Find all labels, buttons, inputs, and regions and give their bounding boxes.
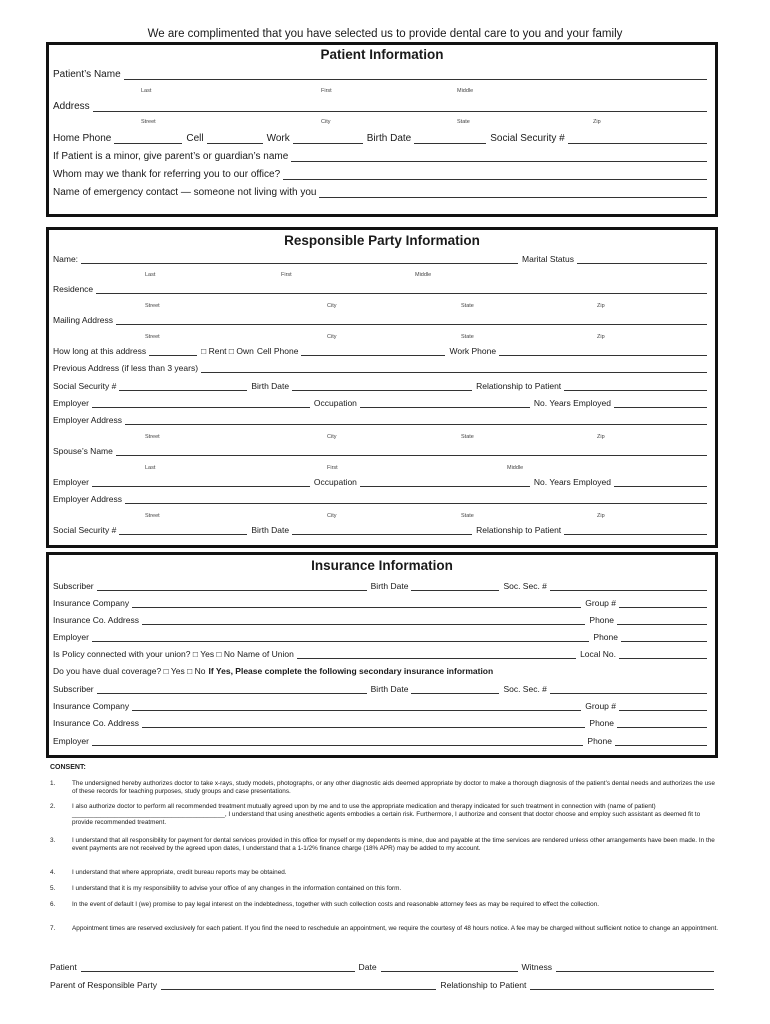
field-label: Date: [358, 962, 377, 972]
item-text: In the event of default I (we) promise to pay legal interest on the indebtedness, together with such collection costs and reasonable attorney fees as may be required to effect the collection.: [72, 901, 600, 908]
dual-instruction: If Yes, Please complete the following secondary insurance information: [208, 666, 494, 676]
union-question[interactable]: Is Policy connected with your union? □ Yes □ No Name of Union: [53, 649, 294, 659]
field-label: Mailing Address: [53, 315, 114, 325]
sublabel: City: [327, 513, 337, 519]
rp-ssn-field[interactable]: [119, 381, 247, 391]
sublabel: Last: [141, 88, 152, 94]
field-label: Occupation: [313, 477, 357, 487]
spouse-employer-address-field[interactable]: [125, 494, 707, 504]
employer-address-field[interactable]: [125, 415, 707, 425]
item-text: Appointment times are reserved exclusively for each patient. If you find the need to reschedule an appointment, we require the courtesy of 48 hours notice. A fee may be charged without sufficient notice to change an appointment.: [72, 925, 719, 932]
consent-item: [50, 780, 720, 798]
ins-employer-row: [53, 632, 711, 642]
section-title: Responsible Party Information: [284, 233, 480, 248]
sublabel: Street: [145, 303, 160, 309]
item-number: 1.: [50, 780, 56, 787]
form-intro: We are complimented that you have selected us to provide dental care to you and your family: [147, 28, 623, 40]
spouse-name-field[interactable]: [116, 446, 707, 456]
local-no-field[interactable]: [619, 649, 707, 659]
spouse-relationship-field[interactable]: [564, 525, 707, 535]
field-label: Address: [53, 101, 90, 112]
employer-row: [53, 398, 711, 408]
field-label: No. Years Employed: [533, 477, 611, 487]
item-number: 6.: [50, 901, 56, 908]
referral-field[interactable]: [283, 170, 707, 180]
group-field[interactable]: [619, 598, 707, 608]
item-text: I also authorize doctor to perform all recommended treatment mutually agreed upon by me and to use the appropriate medication and therapy indicated for such treatment in connection with (name of patient) ___________________________________________, I understand that using anesthetic agents embodies a certain risk. Furthermore, I authorize and consent that doctor choose and employ such assistant as deemed fit to provide recommended treatment.: [72, 803, 701, 826]
field-label: Insurance Company: [53, 701, 130, 711]
subscriber-field[interactable]: [97, 581, 367, 591]
marital-status-field[interactable]: [577, 254, 707, 264]
field-label: Home Phone: [53, 133, 112, 144]
ins-address2-field[interactable]: [142, 718, 585, 728]
sublabel: City: [321, 119, 331, 125]
work-field[interactable]: [293, 134, 363, 144]
spouse-employer-row: [53, 477, 711, 487]
field-label: Parent of Responsible Party: [50, 980, 158, 990]
field-label: If Patient is a minor, give parent’s or guardian’s name: [53, 151, 289, 162]
rp-ssn-row: [53, 381, 711, 391]
birth-date-field[interactable]: [414, 134, 486, 144]
field-label: Witness: [521, 962, 553, 972]
field-label: Social Security #: [490, 133, 565, 144]
field-label: Cell Phone: [256, 346, 299, 356]
ssn-field[interactable]: [568, 134, 707, 144]
field-label: Local No.: [580, 649, 616, 659]
field-label: Name:: [53, 254, 79, 264]
employer-address-row: [53, 415, 711, 425]
spouse-ssn-field[interactable]: [119, 525, 247, 535]
spouse-years-field[interactable]: [614, 477, 707, 487]
field-label: Patient’s Name: [53, 69, 121, 80]
responsible-party-section: [46, 227, 718, 548]
ins-address-field[interactable]: [142, 615, 585, 625]
group2-field[interactable]: [619, 701, 707, 711]
ins-company2-row: [53, 701, 711, 711]
sublabel: Zip: [593, 119, 601, 125]
sublabel: Zip: [597, 303, 605, 309]
ins-employer-phone-field[interactable]: [621, 632, 707, 642]
occupation-field[interactable]: [360, 398, 530, 408]
field-label: Cell: [186, 133, 204, 144]
spouse-birth-date-field[interactable]: [292, 525, 472, 535]
address-row: [53, 101, 711, 112]
sublabel: State: [461, 334, 474, 340]
item-text: I understand that where appropriate, credit bureau reports may be obtained.: [72, 869, 287, 876]
witness-field[interactable]: [556, 963, 714, 972]
rp-relationship-field[interactable]: [564, 381, 707, 391]
emergency-row: [53, 187, 711, 198]
consent-item: [50, 869, 720, 879]
spouse-ssn-row: [53, 525, 711, 535]
consent-item: [50, 925, 720, 943]
field-label: Occupation: [313, 398, 357, 408]
item-text: I understand that all responsibility for payment for dental services provided in this office for myself or my dependents is mine, due and payable at the time services are rendered unless other arrangements have been made. In the event payments are not received by the agreed upon dates, I understand that a 1-1/2% finance charge (18% APR) may be added to my account.: [72, 837, 715, 852]
subscriber-birth-field[interactable]: [411, 581, 499, 591]
date-field[interactable]: [381, 963, 518, 972]
rp-cell-field[interactable]: [301, 346, 445, 356]
sublabel: City: [327, 303, 337, 309]
field-label: Soc. Sec. #: [503, 684, 547, 694]
subscriber2-row: [53, 684, 711, 694]
field-label: Group #: [585, 701, 616, 711]
field-label: Previous Address (if less than 3 years): [53, 363, 199, 373]
referral-row: [53, 169, 711, 180]
relationship-field[interactable]: [530, 981, 714, 990]
sublabel: Middle: [457, 88, 474, 94]
sublabel: Street: [145, 513, 160, 519]
field-label: No. Years Employed: [533, 398, 611, 408]
mailing-row: [53, 315, 711, 325]
residence-field[interactable]: [96, 284, 707, 294]
parent-signature-row: [50, 980, 718, 990]
subscriber2-field[interactable]: [97, 684, 367, 694]
consent-item: [50, 901, 720, 919]
home-phone-field[interactable]: [114, 134, 182, 144]
field-label: Phone: [587, 736, 612, 746]
field-label: Subscriber: [53, 684, 94, 694]
field-label: Phone: [589, 718, 614, 728]
previous-address-field[interactable]: [201, 363, 707, 373]
field-label: Insurance Company: [53, 598, 130, 608]
field-label: Employer: [53, 477, 89, 487]
sublabel: State: [461, 513, 474, 519]
field-label: Whom may we thank for referring you to our office?: [53, 169, 281, 180]
sublabel: Last: [145, 272, 156, 278]
patient-signature-field[interactable]: [81, 963, 355, 972]
field-label: Relationship to Patient: [476, 381, 562, 391]
field-label: Birth Date: [370, 581, 409, 591]
guardian-row: [53, 151, 711, 162]
sublabel: First: [281, 272, 292, 278]
item-text: I understand that it is my responsibility to advise your office of any changes in the information contained on this form.: [72, 885, 402, 892]
spouse-row: [53, 446, 711, 456]
rp-name-row: [53, 254, 711, 264]
previous-address-row: [53, 363, 711, 373]
sublabel: State: [461, 434, 474, 440]
phone-row: [53, 133, 711, 144]
sublabel: Last: [145, 465, 156, 471]
field-label: How long at this address: [53, 346, 147, 356]
field-label: Spouse’s Name: [53, 446, 113, 456]
item-number: 3.: [50, 837, 56, 844]
years-employed-field[interactable]: [614, 398, 707, 408]
patient-info-section: [46, 42, 718, 217]
sublabel: First: [321, 88, 332, 94]
patient-name-field[interactable]: [124, 70, 707, 80]
spouse-employer-field[interactable]: [92, 477, 310, 487]
union-name-field[interactable]: [297, 649, 576, 659]
ins-employer-field[interactable]: [92, 632, 590, 642]
section-title: Patient Information: [320, 47, 444, 62]
sublabel: City: [327, 434, 337, 440]
ins-company2-field[interactable]: [132, 701, 581, 711]
sublabel: Zip: [597, 513, 605, 519]
ins-address2-row: [53, 718, 711, 728]
sublabel: Middle: [507, 465, 524, 471]
field-label: Social Security #: [53, 381, 117, 391]
item-number: 7.: [50, 925, 56, 932]
ins-employer2-phone-field[interactable]: [615, 736, 707, 746]
mailing-field[interactable]: [116, 315, 707, 325]
ins-phone2-field[interactable]: [617, 718, 707, 728]
subscriber-ssn-field[interactable]: [550, 581, 707, 591]
consent-item: [50, 837, 720, 863]
field-label: Group #: [585, 598, 616, 608]
dual-coverage-question[interactable]: Do you have dual coverage? □ Yes □ No: [53, 666, 206, 676]
union-row: [53, 649, 711, 659]
dual-coverage-row: [53, 666, 711, 676]
ins-employer2-field[interactable]: [92, 736, 584, 746]
item-number: 5.: [50, 885, 56, 892]
address-field[interactable]: [93, 102, 707, 112]
field-label: Name of emergency contact — someone not living with you: [53, 187, 317, 198]
residence-row: [53, 284, 711, 294]
sublabel: Street: [145, 334, 160, 340]
sublabel: Zip: [597, 434, 605, 440]
sublabel: Street: [145, 434, 160, 440]
field-label: Phone: [589, 615, 614, 625]
rp-work-phone-field[interactable]: [499, 346, 707, 356]
how-long-field[interactable]: [149, 346, 197, 356]
emergency-field[interactable]: [319, 188, 707, 198]
field-label: Subscriber: [53, 581, 94, 591]
field-label: Patient: [50, 962, 77, 972]
ins-employer2-row: [53, 736, 711, 746]
ins-company-field[interactable]: [132, 598, 581, 608]
item-number: 2.: [50, 803, 56, 810]
guardian-field[interactable]: [291, 152, 707, 162]
field-label: Marital Status: [522, 254, 574, 264]
cell-field[interactable]: [207, 134, 263, 144]
employer-field[interactable]: [92, 398, 310, 408]
item-text: The undersigned hereby authorizes doctor to take x-rays, study models, photographs, or any other diagnostic aids deemed appropriate by doctor to make a thorough diagnosis of the patient’s dental needs and authorizes the use of these records for teaching purposes, study groups and case presentations.: [72, 780, 715, 795]
spouse-occupation-field[interactable]: [360, 477, 530, 487]
consent-heading: CONSENT:: [50, 764, 86, 771]
subscriber2-birth-field[interactable]: [411, 684, 499, 694]
field-label: Work: [266, 133, 290, 144]
sublabel: Middle: [415, 272, 432, 278]
field-label: Residence: [53, 284, 94, 294]
field-label: Insurance Co. Address: [53, 615, 139, 625]
how-long-row: [53, 346, 711, 356]
patient-signature-row: [50, 962, 718, 972]
consent-item: [50, 803, 720, 831]
field-label: Relationship to Patient: [476, 525, 562, 535]
rent-own-checkboxes[interactable]: □ Rent □ Own: [201, 346, 254, 356]
item-number: 4.: [50, 869, 56, 876]
field-label: Birth Date: [251, 525, 290, 535]
field-label: Social Security #: [53, 525, 117, 535]
ins-phone-field[interactable]: [617, 615, 707, 625]
subscriber-row: [53, 581, 711, 591]
field-label: Phone: [593, 632, 618, 642]
rp-name-field[interactable]: [81, 254, 518, 264]
sublabel: Street: [141, 119, 156, 125]
field-label: Birth Date: [370, 684, 409, 694]
rp-birth-date-field[interactable]: [292, 381, 472, 391]
ins-address-row: [53, 615, 711, 625]
patient-name-row: [53, 69, 711, 80]
sublabel: State: [457, 119, 470, 125]
insurance-section: [46, 552, 718, 758]
ins-company-row: [53, 598, 711, 608]
field-label: Work Phone: [449, 346, 497, 356]
field-label: Relationship to Patient: [440, 980, 527, 990]
subscriber2-ssn-field[interactable]: [550, 684, 707, 694]
field-label: Employer: [53, 736, 89, 746]
field-label: Employer Address: [53, 494, 122, 504]
parent-signature-field[interactable]: [161, 981, 436, 990]
field-label: Employer: [53, 398, 89, 408]
section-title: Insurance Information: [311, 558, 453, 573]
field-label: Birth Date: [251, 381, 290, 391]
sublabel: First: [327, 465, 338, 471]
field-label: Birth Date: [366, 133, 412, 144]
field-label: Employer: [53, 632, 89, 642]
sublabel: State: [461, 303, 474, 309]
sublabel: City: [327, 334, 337, 340]
field-label: Employer Address: [53, 415, 122, 425]
field-label: Insurance Co. Address: [53, 718, 139, 728]
field-label: Soc. Sec. #: [503, 581, 547, 591]
spouse-employer-address-row: [53, 494, 711, 504]
sublabel: Zip: [597, 334, 605, 340]
consent-item: [50, 885, 720, 895]
